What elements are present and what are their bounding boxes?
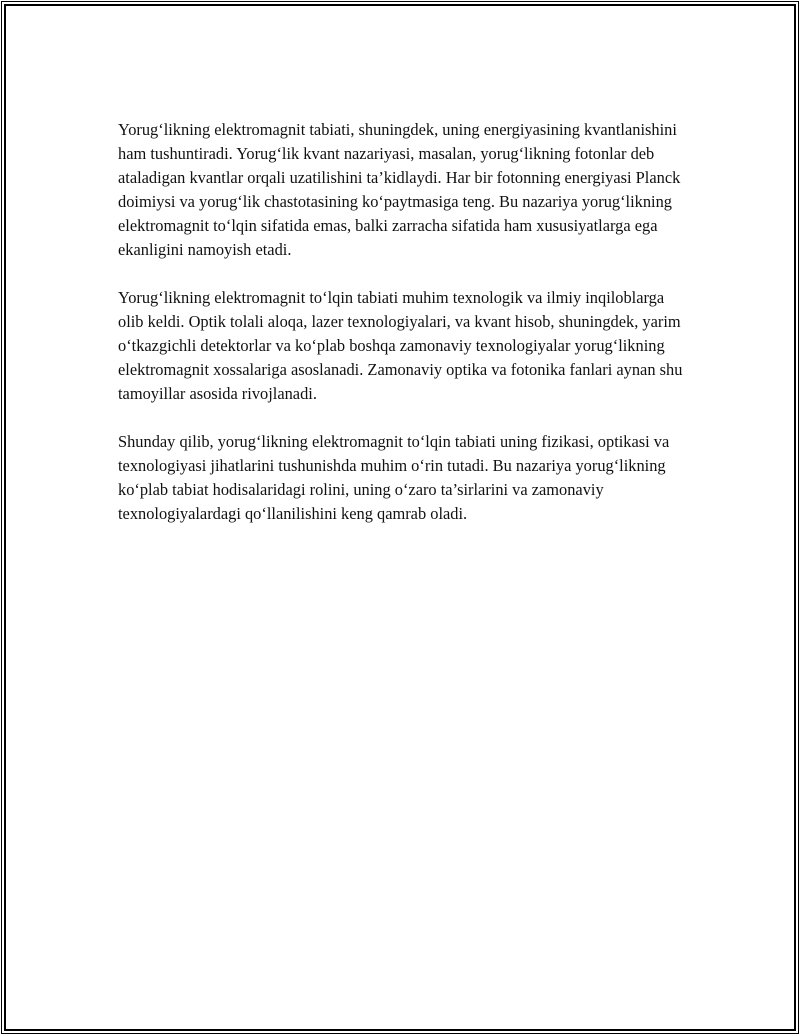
paragraph-2: Yorug‘likning elektromagnit to‘lqin tabiati muhim texnologik va ilmiy inqiloblarga olib keldi. Optik tolali aloqa, lazer texnologiyalari, va kvant hisob, shuningdek, yarim o‘tkazgichli detektorlar va ko‘plab boshqa zamonaviy texnologiyalar yorug‘likning elektromagnit xossalariga asoslanadi. Zamonaviy optika va fotonika fanlari aynan shu tamoyillar asosida rivojlanadi. bbox=[118, 288, 683, 403]
paragraph-1: Yorug‘likning elektromagnit tabiati, shuningdek, uning energiyasining kvantlanishini ham tushuntiradi. Yorug‘lik kvant nazariyasi, masalan, yorug‘likning fotonlar deb ataladigan kvantlar orqali uzatilishini ta’kidlaydi. Har bir fotonning energiyasi Planck doimiysi va yorug‘lik chastotasining ko‘paytmasiga teng. Bu nazariya yorug‘likning elektromagnit to‘lqin sifatida emas, balki zarracha sifatida ham xususiyatlarga ega ekanligini namoyish etadi. bbox=[118, 120, 681, 259]
paragraph-3: Shunday qilib, yorug‘likning elektromagnit to‘lqin tabiati uning fizikasi, optikasi va texnologiyasi jihatlarini tushunishda muhim o‘rin tutadi. Bu nazariya yorug‘likning ko‘plab tabiat hodisalaridagi rolini, uning o‘zaro ta’sirlarini va zamonaviy texnologiyalardagi qo‘llanilishini keng qamrab oladi. bbox=[118, 432, 670, 523]
document-body bbox=[118, 118, 692, 550]
